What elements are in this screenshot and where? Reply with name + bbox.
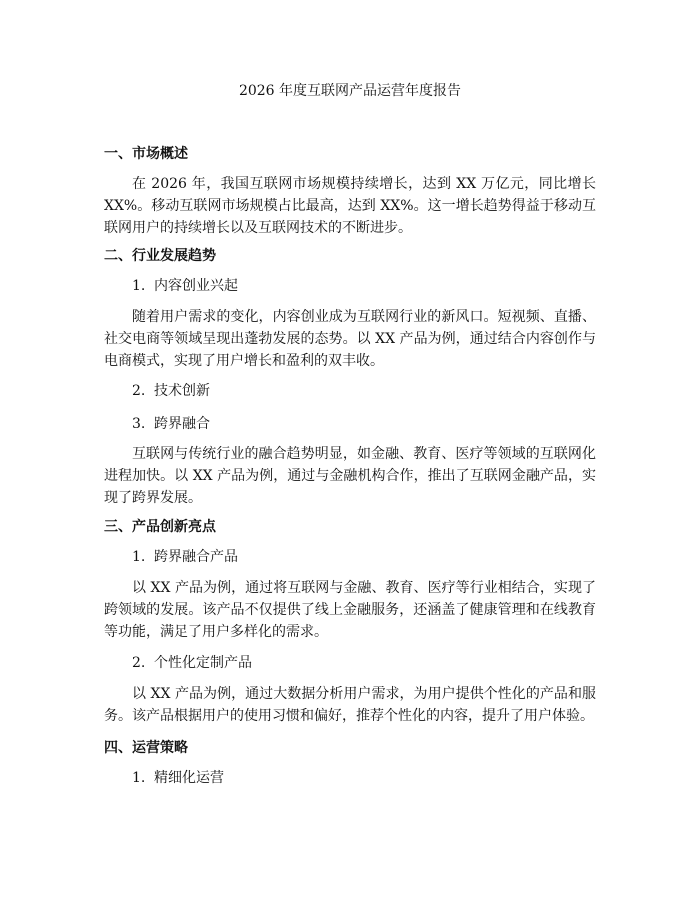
list-item-label: 跨界融合产品 bbox=[154, 549, 238, 565]
section-heading-market-overview: 一、市场概述 bbox=[104, 146, 188, 162]
list-item-number: 1. bbox=[132, 278, 146, 294]
section-heading-industry-trends: 二、行业发展趋势 bbox=[104, 248, 216, 264]
list-item-refined-operation bbox=[132, 768, 224, 788]
list-item-label: 跨界融合 bbox=[154, 416, 210, 432]
list-item-number: 2. bbox=[132, 383, 146, 399]
paragraph-cross-industry: 互联网与传统行业的融合趋势明显，如金融、教育、医疗等领域的互联网化进程加快。以 XX 产品为例，通过与金融机构合作，推出了互联网金融产品，实现了跨界发展。 bbox=[104, 446, 596, 506]
list-item-personalized-product bbox=[132, 653, 252, 673]
list-item-number: 1. bbox=[132, 549, 146, 565]
list-item-number: 3. bbox=[132, 416, 146, 432]
list-item-number: 1. bbox=[132, 770, 146, 786]
list-item-label: 精细化运营 bbox=[154, 770, 224, 786]
paragraph-market-overview: 在 2026 年，我国互联网市场规模持续增长，达到 XX 万亿元，同比增长 XX%。移动互联网市场规模占比最高，达到 XX%。这一增长趋势得益于移动互联网用户的持续增长以及互联网技术的不断进步。 bbox=[104, 176, 596, 236]
list-item-number: 2. bbox=[132, 655, 146, 671]
list-item-tech-innovation bbox=[132, 381, 210, 401]
list-item-label: 个性化定制产品 bbox=[154, 655, 252, 671]
paragraph-cross-industry-product: 以 XX 产品为例，通过将互联网与金融、教育、医疗等行业相结合，实现了跨领域的发展。该产品不仅提供了线上金融服务，还涵盖了健康管理和在线教育等功能，满足了用户多样化的需求。 bbox=[104, 580, 596, 640]
paragraph-personalized-product: 以 XX 产品为例，通过大数据分析用户需求，为用户提供个性化的产品和服务。该产品根据用户的使用习惯和偏好，推荐个性化的内容，提升了用户体验。 bbox=[104, 686, 596, 724]
list-item-cross-industry bbox=[132, 414, 210, 434]
document-title: 2026 年度互联网产品运营年度报告 bbox=[238, 83, 462, 99]
section-heading-product-innovation: 三、产品创新亮点 bbox=[104, 519, 216, 535]
list-item-content-startup bbox=[132, 276, 238, 296]
section-heading-operation-strategy: 四、运营策略 bbox=[104, 740, 188, 756]
paragraph-content-startup: 随着用户需求的变化，内容创业成为互联网行业的新风口。短视频、直播、社交电商等领域呈现出蓬勃发展的态势。以 XX 产品为例，通过结合内容创作与电商模式，实现了用户增长和盈利的双丰收。 bbox=[104, 309, 596, 369]
list-item-label: 内容创业兴起 bbox=[154, 278, 238, 294]
list-item-cross-industry-product bbox=[132, 547, 238, 567]
list-item-label: 技术创新 bbox=[154, 383, 210, 399]
